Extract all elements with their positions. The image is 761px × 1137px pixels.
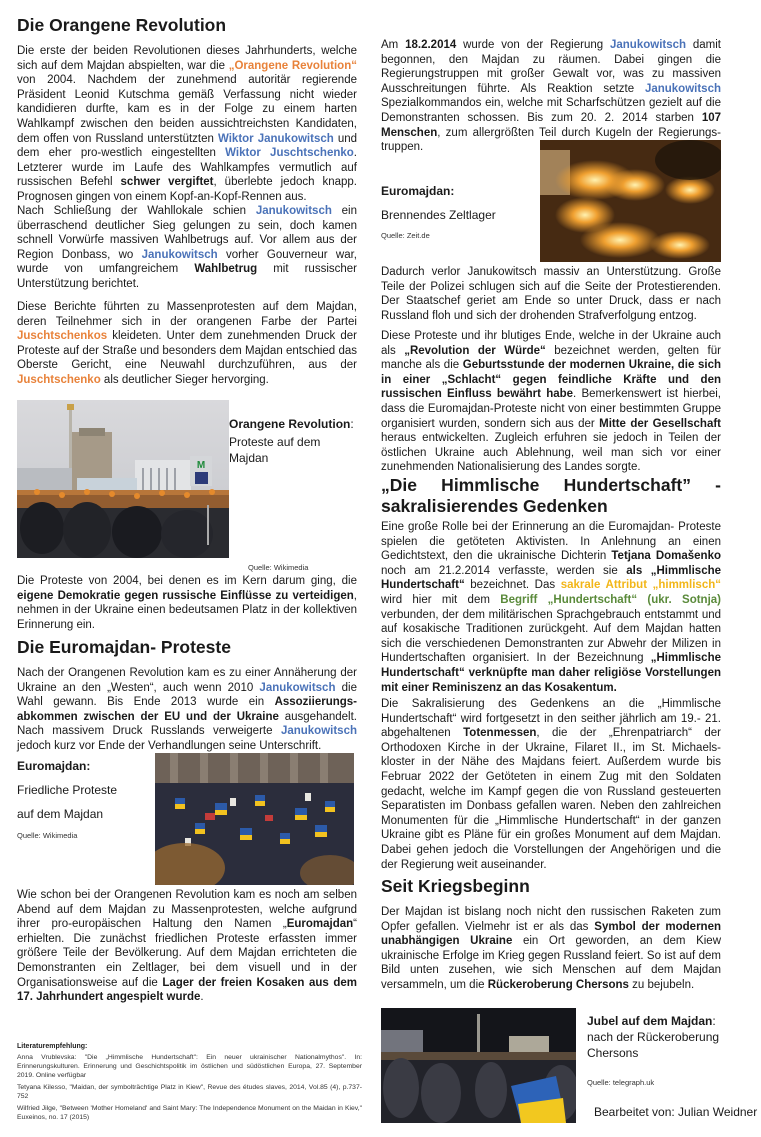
paragraph: Die erste der beiden Revolutionen dieses Jahrhunderts, welche sich auf dem Majdan abspielten, war die „Orangene Revolution“ von 2004. Nachdem der zunehmend autoritär regierende Präsident Leonid Kutschma gemäß Verfassung nicht wieder kandidieren durfte, kam es in der Folge zu einem harten Wahlkampf zwischen den beiden aussichtreichsten Kandidaten, dem offen von Russland unterstützten Wiktor Janukowitsch und dem eher pro-westlich eingestellten Wiktor Juschtschenko. Letzterer wurde im Laufe des Wahlkampfes vermutlich auf russischen Befehl schwer vergiftet, überlebte jedoch knapp. Prognosen gingen von einem Kopf-an-Kopf-Rennen aus. bbox=[17, 45, 358, 203]
emphasis-text: Tetjana Domašenko bbox=[611, 550, 722, 563]
photo-burning-camp-image bbox=[540, 140, 721, 262]
emphasis-text: Geburtsstunde der modernen Ukraine, die sich in einer „Schlacht“ gegen feindliche Kräfte und den russischen Einfluss bewährt habe bbox=[381, 359, 721, 401]
emphasis-text: „Himmlische Hundertschaft“ verknüpfte man daher religiöse Vorstellungen mit einer Reminiszenz an das Kosakentum. bbox=[381, 652, 721, 694]
literature-item: Tetyana Kilesso, "Maidan, der symbolträchtige Platz in Kiew", Revue des études slaves, 2014, Vol.85 (4), p.737-752 bbox=[17, 1084, 362, 1100]
highlight-text: sakrale Attribut „himmlisch“ bbox=[560, 579, 721, 592]
svg-text:M: M bbox=[196, 460, 206, 471]
caption-title: Jubel auf dem Majdan bbox=[587, 1014, 713, 1028]
caption-line: Chersons bbox=[587, 1046, 639, 1060]
highlight-text: Janukowitsch bbox=[644, 82, 721, 95]
emphasis-text: als „Himmlische Hundertschaft“ bbox=[381, 564, 722, 592]
caption-title: Orangene Revolution bbox=[229, 417, 351, 431]
photo-orange-revolution-image bbox=[17, 400, 229, 558]
highlight-text: Janukowitsch bbox=[141, 248, 218, 261]
caption-line: nach der Rückeroberung bbox=[587, 1030, 720, 1044]
photo-euromajdan-peaceful bbox=[155, 753, 354, 885]
highlight-text: Wiktor Janukowitsch bbox=[217, 132, 334, 145]
paragraph: Nach der Orangenen Revolution kam es zu einer Annäherung der Ukraine an den „Westen“, auch wenn 2010 Janukowitsch die Wahl gewann. Bis Ende 2013 wurde ein Assoziierungs-abkommen zwischen der EU und der Ukraine ausgehandelt. Nach massivem Druck Russlands verweigerte Janukowitsch jedoch kurz vor Ende der Verhandlungen seine Unterschrift. bbox=[17, 667, 358, 752]
photo-jubel-majdan bbox=[381, 1008, 576, 1123]
paragraph: Der Majdan ist bislang noch nicht den russischen Raketen zum Opfer gefallen. Vielmehr ist er als das Symbol der modernen unabhängigen Ukraine ein Ort geworden, an dem Kiew ukrainische Erfolge im Krieg gegen Russland feiert. So ist auf dem Bild unten zusehen, wie sich Menschen auf dem Majdan versammeln, um die Rückeroberung Chersons zu bejubeln. bbox=[381, 906, 721, 991]
highlight-text: „Orangene Revolution“ bbox=[228, 59, 357, 72]
caption-line: auf dem Majdan bbox=[17, 807, 104, 821]
highlight-text: Janukowitsch bbox=[609, 39, 687, 51]
photo-burning-camp bbox=[540, 140, 721, 262]
paragraph: Am 18.2.2014 wurde von der Regierung Janukowitsch damit begonnen, den Majdan zu räumen. Dabei gingen die Regierungstruppen mit großer Gewalt vor, was zu massiven Ausschreitungen führte. Als Reaktion setzte Janukowitsch Spezialkommandos ein, welche mit Scharfschützen gezielt auf die Demonstranten schossen. Bis zum 20. 2. 2014 starben 107 Menschen, zum allergrößten Teil durch Kugeln der Regierungs-truppen. bbox=[381, 39, 721, 154]
emphasis-text: 18.2.2014 bbox=[405, 39, 457, 51]
emphasis-text: Mitte der Gesellschaft bbox=[599, 417, 722, 430]
figure-caption-orange-revolution bbox=[229, 416, 359, 466]
emphasis-text: „Revolution der Würde“ bbox=[404, 344, 546, 357]
highlight-text: Juschtschenkos bbox=[17, 330, 108, 343]
emphasis-text: 107 Menschen bbox=[381, 111, 721, 139]
caption-colon: : bbox=[350, 417, 354, 431]
heading-orangene-revolution: Die Orangene Revolution bbox=[17, 15, 227, 35]
literature-item: Anna Vrublevska: "Die „Himmlische Hundertschaft": Ein neuer ukrainischer Nationalmythos". In: Erinnerungskulturen. Erinnerung und Geschichtspolitik im östlichen und südöstlichen Europa, 27. September 2019. Online verfügbar bbox=[17, 1054, 362, 1079]
highlight-text: Juschtschenko bbox=[17, 373, 101, 386]
paragraph: Nach Schließung der Wahllokale schien Janukowitsch ein überraschend deutlicher Sieg gelungen zu sein, doch kamen schnell Vorwürfe massiven Wahlbetrugs auf. Vor allem aus der Region Donbass, wo Janukowitsch vorher Gouverneur war, wurde von umfangreichem Wahlbetrug mit russischer Unterstützung berichtet. bbox=[17, 205, 357, 290]
paragraph: Diese Berichte führten zu Massenprotesten auf dem Majdan, deren Teilnehmer sich in der orangenen Farbe der Partei Juschtschenkos kleideten. Unter dem zunehmenden Druck der Proteste auf der Straße und besonders dem Majdan entschied das Oberste Gericht, eine Neuwahl durchzuführen, aus der Juschtschenko als deutlicher Sieger hervorging. bbox=[17, 301, 357, 386]
paragraph: Diese Proteste und ihr blutiges Ende, welche in der Ukraine auch als „Revolution der Würde“ bezeichnet werden, gelten für manche als die Geburtsstunde der modernen Ukraine, die sich in einer „Schlacht“ gegen feindliche Kräfte und den russischen Einfluss bewährt habe. Bemerkenswert ist hierbei, dass die Euromajdan-Proteste nicht von einer bestimmten Gruppe organisiert wurden, sondern sich aus der Mitte der Gesellschaft heraus entwickelten. Zugleich erfuhren sie jedoch in Teilen der östlichen Ukraine auch Ablehnung, weil man sich vor einer zunehmenden Nationalisierung des Landes sorgte. bbox=[381, 330, 722, 474]
highlight-text: Janukowitsch bbox=[280, 725, 357, 738]
emphasis-text: Wahlbetrug bbox=[194, 263, 258, 276]
emphasis-text: Lager der freien Kosaken aus dem 17. Jahrhundert angespielt wurde bbox=[17, 976, 358, 1004]
heading-seit-kriegsbeginn: Seit Kriegsbeginn bbox=[381, 876, 530, 896]
emphasis-text: Rückeroberung Chersons bbox=[487, 978, 629, 991]
emphasis-text: Totenmessen bbox=[463, 727, 537, 740]
photo-orange-revolution bbox=[17, 400, 229, 558]
emphasis-text: Symbol der modernen unabhängigen Ukraine bbox=[381, 920, 721, 948]
source-zeit: Quelle: Zeit.de bbox=[381, 231, 430, 240]
caption-title: Euromajdan: bbox=[381, 184, 455, 198]
caption-colon: : bbox=[712, 1014, 716, 1028]
heading-euromajdan-proteste: Die Euromajdan- Proteste bbox=[17, 637, 231, 657]
caption-line: Friedliche Proteste bbox=[17, 783, 118, 797]
figure-caption-burning-camp bbox=[381, 183, 531, 240]
paragraph: Eine große Rolle bei der Erinnerung an die Euromajdan- Proteste spielen die getöteten Aktivisten. In Anlehnung an einen Gedichtstext, den die ukrainische Dichterin Tetjana Domašenko noch am 21.2.2014 verfasste, werden sie als „Himmlische Hundertschaft“ bezeichnet. Das sakrale Attribut „himmlisch“ wird hier mit dem Begriff „Hundertschaft“ (ukr. Sotnja) verbunden, der dem militärischen Sprachgebrauch entstammt und auf kosakische Traditionen zurückgeht. Auf dem Majdan hatten sich die verschiedenen Demonstranten zur Abwehr der Milizen in Hundertschaften organisiert. In der Bezeichnung „Himmlische Hundertschaft“ verknüpfte man daher religiöse Vorstellungen mit einer Reminiszenz an das Kosakentum. bbox=[381, 521, 722, 694]
figure-caption-euromajdan-peaceful bbox=[17, 758, 147, 840]
photo-euromajdan-peaceful-image bbox=[155, 753, 354, 885]
heading-himmlische-hundertschaft: „Die Himmlische Hundertschaft” - sakralisierendes Gedenken bbox=[381, 475, 721, 516]
literature-recommendations bbox=[17, 1043, 362, 1122]
caption-line: Proteste auf dem bbox=[229, 435, 321, 449]
highlight-text: Wiktor Juschtschenko bbox=[225, 147, 354, 160]
paragraph: Die Sakralisierung des Gedenkens an die „Himmlische Hundertschaft“ wird fortgesetzt in den seither jährlich am 19.- 21. abgehaltenen Totenmessen, die der „Ehrenpatriarch“ der Orthodoxen Kirche in der Ukraine, Filaret II., im St. Michaels-kloster in der Nähe des Majdans feiert. Außerdem wurde bis Februar 2022 der Getöteten in einem Zug mit den Soldaten gedacht, welche im Kampf gegen die von Russland gesteuerten Separatisten im Donbass gefallen waren. Neben den zahlreichen Monumenten für die „Himmlische Hundertschaft“ in der ganzen Ukraine gibt es Pläne für ein großes Monument auf dem Majdan. Dabei gehen jedoch die Vorstellungen der Angehörigen und die der Regierung weit auseinander. bbox=[381, 698, 721, 871]
highlight-text: Janukowitsch bbox=[259, 681, 336, 694]
photo-jubel-majdan-image bbox=[381, 1008, 576, 1123]
emphasis-text: Euromajdan bbox=[286, 918, 354, 931]
caption-title: Euromajdan: bbox=[17, 759, 91, 773]
emphasis-text: eigene Demokratie gegen russische Einflüsse zu verteidigen bbox=[17, 589, 354, 602]
emphasis-text: schwer vergiftet bbox=[120, 176, 214, 189]
paragraph: Wie schon bei der Orangenen Revolution kam es noch am selben Abend auf dem Majdan zu Massenprotesten, welche aufgrund ihrer pro-europäischen Haltung den Namen „Euromajdan“ erhielten. Die zunächst friedlichen Proteste erfassten immer größere Teile der Bevölkerung. Auf dem Majdan errichteten die Demonstranten ein Zeltlager, bei dem visuell und in der Organisationsweise auf die Lager der freien Kosaken aus dem 17. Jahrhundert angespielt wurde. bbox=[17, 889, 358, 1004]
highlight-text: Begriff „Hundertschaft“ (ukr. Sotnja) bbox=[500, 593, 721, 606]
source-wikimedia: Quelle: Wikimedia bbox=[17, 831, 78, 840]
literature-item: Wilfried Jilge, "Between 'Mother Homeland' and Saint Mary: The Independence Monument on the Maidan in Kiev," Euxeinos, no. 17 (2015) bbox=[17, 1105, 362, 1121]
source-telegraph: Quelle: telegraph.uk bbox=[587, 1078, 655, 1087]
source-wikimedia: Quelle: Wikimedia bbox=[248, 563, 309, 572]
caption-line: Brennendes Zeltlager bbox=[381, 208, 496, 222]
author-credit: Bearbeitet von: Julian Weidner bbox=[594, 1105, 758, 1119]
highlight-text: Janukowitsch bbox=[255, 205, 332, 217]
figure-caption-jubel bbox=[587, 1013, 757, 1061]
paragraph: Die Proteste von 2004, bei denen es im Kern darum ging, die eigene Demokratie gegen russische Einflüsse zu verteidigen, nehmen in der Ukraine einen bedeutsamen Platz in der kollektiven Erinnerung ein. bbox=[17, 575, 357, 631]
paragraph: Dadurch verlor Janukowitsch massiv an Unterstützung. Große Teile der Polizei schlugen sich auf die Seite der Protestierenden. Der Staatschef geriet am Ende so unter Druck, dass er nach Russland floh und sich der drohenden Strafverfolgung entzog. bbox=[381, 266, 721, 322]
emphasis-text: Assoziierungs-abkommen zwischen der EU und der Ukraine bbox=[17, 696, 357, 723]
literature-heading: Literaturempfehlung: bbox=[17, 1043, 88, 1050]
caption-line: Majdan bbox=[229, 451, 269, 465]
